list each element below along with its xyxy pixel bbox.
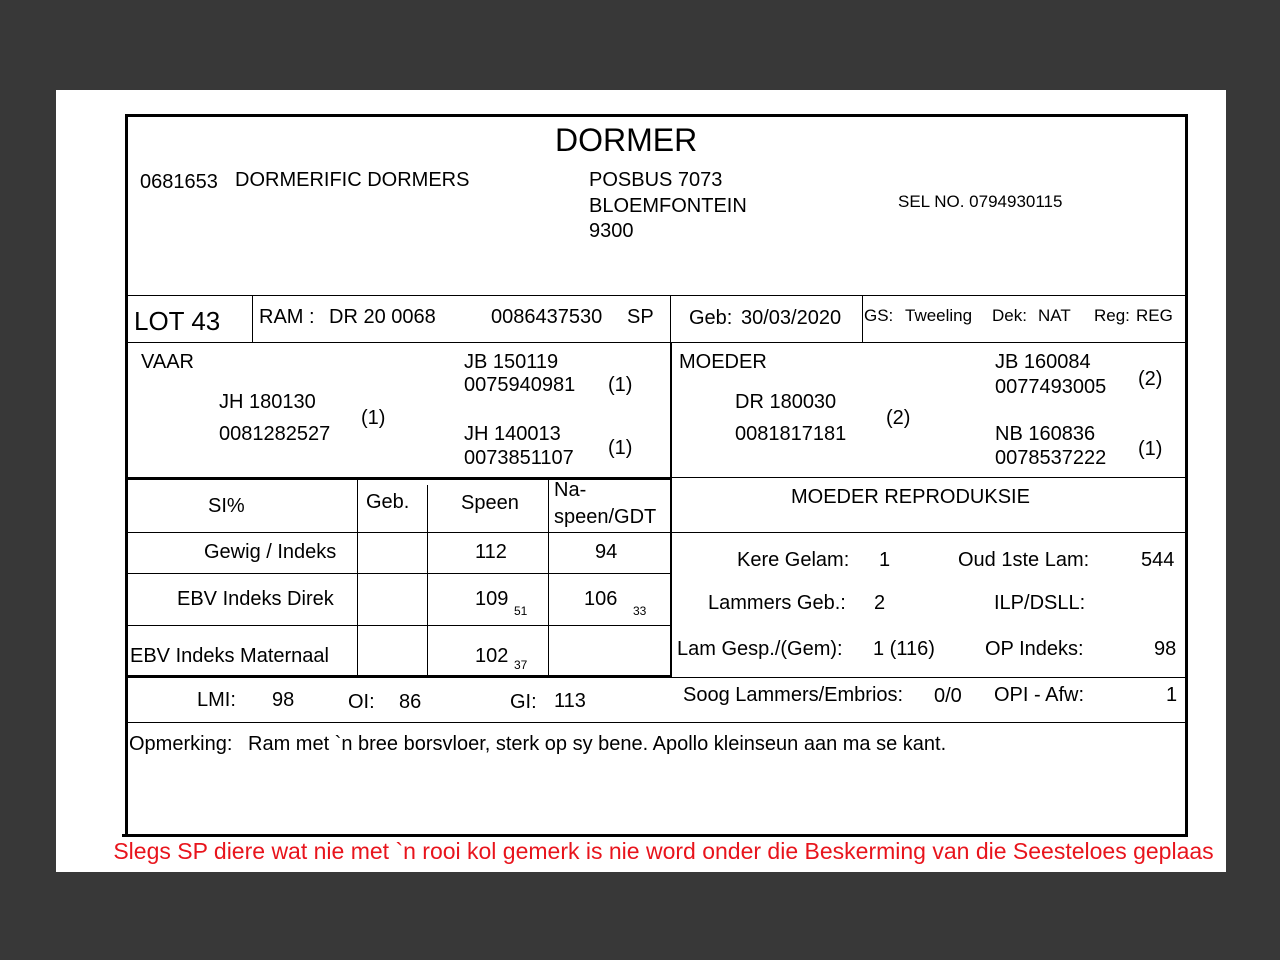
divider (252, 296, 253, 343)
sire-dam-id: JH 140013 (464, 423, 561, 445)
sire-count: (1) (361, 407, 386, 429)
lmi-value: 98 (272, 689, 295, 711)
divider (548, 480, 549, 676)
lammers-label: Lammers Geb.: (708, 592, 846, 614)
dam-dam-id: NB 160836 (995, 423, 1096, 445)
border-top (125, 114, 1188, 117)
dek-label: Dek: (992, 306, 1027, 325)
lammers-value: 2 (874, 592, 886, 614)
footer-notice: Slegs SP diere wat nie met `n rooi kol gemerk is nie word onder die Beskerming van die Seesteloes geplaas (113, 838, 1214, 864)
soog-label: Soog Lammers/Embrios: (683, 684, 904, 706)
gesp-label: Lam Gesp./(Gem): (677, 638, 843, 660)
birth-date: 30/03/2020 (741, 307, 842, 329)
breeder-address-line1: POSBUS 7073 (589, 169, 723, 191)
divider (128, 722, 1186, 723)
ilp-label: ILP/DSLL: (994, 592, 1086, 614)
col-header-geb: Geb. (366, 491, 410, 513)
sire-sire-count: (1) (608, 374, 633, 396)
lot-number: LOT 43 (134, 306, 221, 336)
lot-card (56, 90, 1226, 872)
col-header-speen: Speen (461, 492, 519, 514)
class: SP (627, 306, 654, 328)
gi-value: 113 (554, 690, 586, 712)
sire-sire-number: 0075940981 (464, 374, 576, 396)
divider (862, 296, 863, 343)
border-left (125, 114, 128, 836)
col-header-naspeen-2: speen/GDT (554, 506, 657, 528)
gs-label: GS: (864, 306, 894, 325)
birth-label: Geb: (689, 307, 733, 329)
divider (672, 477, 1186, 478)
row-label-direk: EBV Indeks Direk (177, 588, 334, 610)
row-naspeen-gewig: 94 (595, 541, 618, 563)
sire-id: JH 180130 (219, 391, 316, 413)
dam-dam-number: 0078537222 (995, 447, 1107, 469)
row-speen-direk-accuracy: 51 (514, 604, 528, 618)
row-speen-gewig: 112 (475, 541, 507, 563)
remark-label: Opmerking: (129, 733, 233, 755)
oi-value: 86 (399, 691, 422, 713)
sire-number: 0081282527 (219, 423, 331, 445)
row-label-gewig: Gewig / Indeks (204, 541, 337, 563)
soog-value: 0/0 (934, 685, 962, 707)
divider (128, 675, 672, 678)
oi-label: OI: (348, 691, 375, 713)
reg-label: Reg: (1094, 306, 1130, 325)
breeder-cell: SEL NO. 0794930115 (898, 192, 1063, 211)
dam-heading: MOEDER (679, 351, 767, 373)
divider (357, 480, 358, 676)
breeder-postal-code: 9300 (589, 220, 634, 242)
dam-dam-count: (1) (1138, 438, 1163, 460)
reg-value: REG (1136, 306, 1173, 325)
breeder-id: 0681653 (140, 171, 218, 193)
breeder-name: DORMERIFIC DORMERS (235, 169, 470, 191)
row-naspeen-direk: 106 (584, 588, 618, 610)
row-speen-direk: 109 (475, 588, 509, 610)
divider (128, 625, 672, 626)
gs-value: Tweeling (905, 306, 973, 325)
gi-label: GI: (510, 691, 537, 713)
sire-heading: VAAR (141, 351, 194, 373)
divider (128, 477, 672, 480)
row-speen-maternaal-accuracy: 37 (514, 658, 528, 672)
sire-dam-count: (1) (608, 437, 633, 459)
kere-value: 1 (879, 549, 891, 571)
dam-count: (2) (886, 407, 911, 429)
sire-dam-number: 0073851107 (464, 447, 574, 469)
border-right (1185, 114, 1188, 836)
dam-sire-number: 0077493005 (995, 376, 1107, 398)
reg-number: 0086437530 (491, 306, 603, 328)
divider (128, 532, 1186, 533)
dam-sire-id: JB 160084 (995, 351, 1091, 373)
divider (427, 485, 428, 676)
ram-label: RAM : (259, 306, 315, 328)
lmi-label: LMI: (197, 689, 236, 711)
oud-value: 544 (1141, 549, 1175, 571)
remark-text: Ram met `n bree borsvloer, sterk op sy bene. Apollo kleinseun aan ma se kant. (248, 733, 947, 755)
divider (128, 295, 1186, 296)
opi-value: 1 (1166, 684, 1178, 706)
row-naspeen-direk-accuracy: 33 (633, 604, 647, 618)
dam-id: DR 180030 (735, 391, 837, 413)
reproduction-heading: MOEDER REPRODUKSIE (791, 486, 1030, 508)
breeder-address-line2: BLOEMFONTEIN (589, 195, 747, 217)
kere-label: Kere Gelam: (737, 549, 850, 571)
sire-sire-id: JB 150119 (464, 351, 559, 373)
divider (672, 677, 1186, 678)
gesp-value: 1 (116) (873, 638, 935, 660)
dam-number: 0081817181 (735, 423, 847, 445)
ram-id: DR 20 0068 (329, 306, 436, 328)
divider (670, 343, 672, 678)
breed-title: DORMER (555, 122, 698, 158)
divider (670, 296, 671, 343)
col-header-si: SI% (208, 495, 245, 517)
op-value: 98 (1154, 638, 1177, 660)
op-label: OP Indeks: (985, 638, 1084, 660)
dek-value: NAT (1038, 306, 1071, 325)
row-speen-maternaal: 102 (475, 645, 509, 667)
row-label-maternaal: EBV Indeks Maternaal (130, 645, 329, 667)
opi-label: OPI - Afw: (994, 684, 1085, 706)
dam-sire-count: (2) (1138, 368, 1163, 390)
col-header-naspeen-1: Na- (554, 479, 587, 501)
oud-label: Oud 1ste Lam: (958, 549, 1090, 571)
divider (128, 342, 1186, 343)
divider (128, 573, 672, 574)
